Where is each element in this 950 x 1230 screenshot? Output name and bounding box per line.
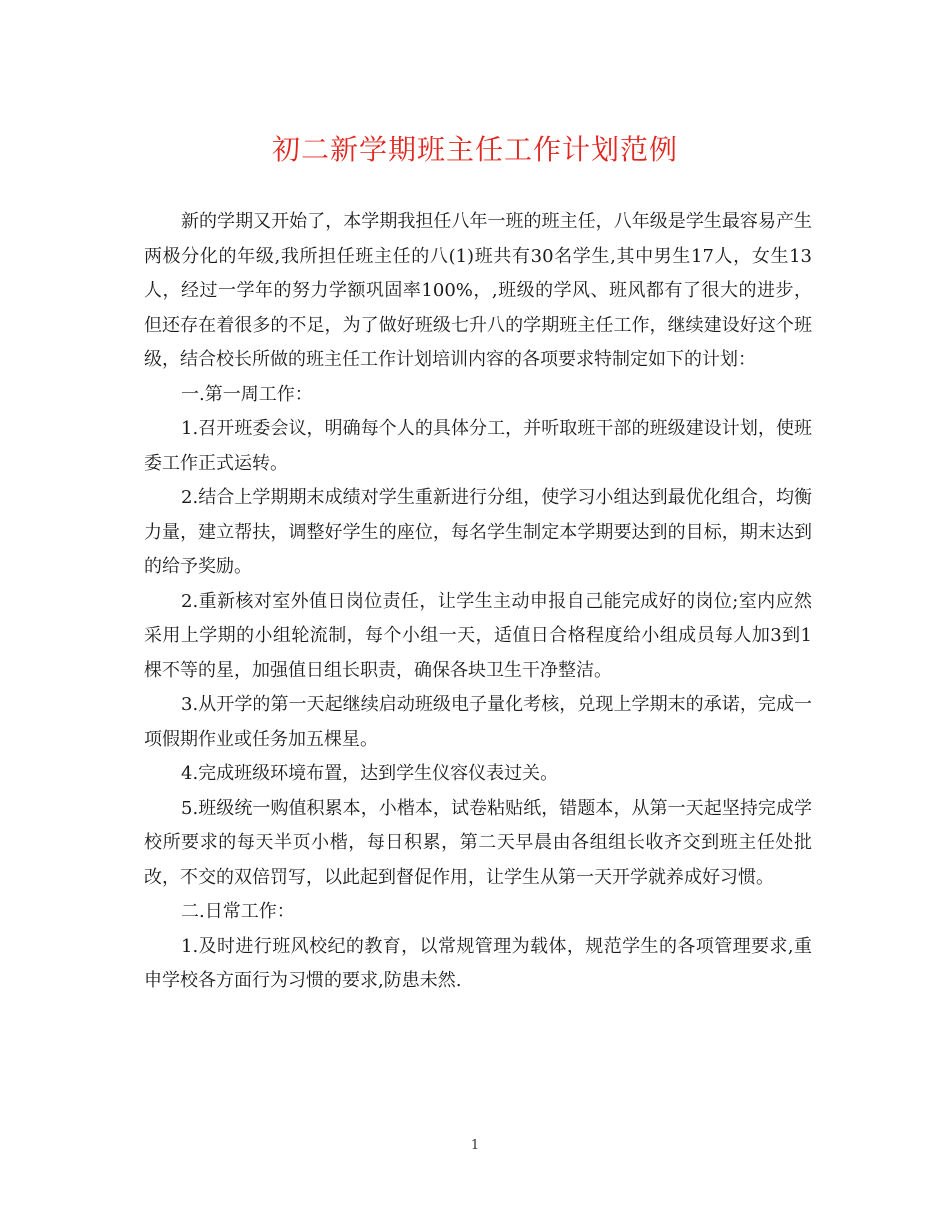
paragraph-item: 5.班级统一购值积累本，小楷本，试卷粘贴纸，错题本，从第一天起坚持完成学校所要求的每天半页小楷，每日积累，第二天早晨由各组组长收齐交到班主任处批改，不交的双倍罚写，以此起到督促作用，让学生从第一天开学就养成好习惯。	[144, 797, 812, 888]
paragraph-intro: 新的学期又开始了，本学期我担任八年一班的班主任，八年级是学生最容易产生两极分化的年级,我所担任班主任的八(1)班共有30名学生,其中男生17人，女生13人，经过一学年的努力学额巩固率100%，,班级的学风、班风都有了很大的进步，但还存在着很多的不足，为了做好班级七升八的学期班主任工作，继续建设好这个班级，结合校长所做的班主任工作计划培训内容的各项要求特制定如下的计划：	[144, 211, 812, 370]
paragraph-item: 1.及时进行班风校纪的教育，以常规管理为载体，规范学生的各项管理要求,重申学校各方面行为习惯的要求,防患未然.	[144, 935, 812, 991]
paragraph-item: 1.召开班委会议，明确每个人的具体分工，并听取班干部的班级建设计划，使班委工作正式运转。	[144, 418, 812, 474]
paragraph-item: 3.从开学的第一天起继续启动班级电子量化考核，兑现上学期末的承诺，完成一项假期作业或任务加五棵星。	[144, 694, 812, 750]
document-body	[144, 205, 812, 999]
paragraph-item: 2.结合上学期期末成绩对学生重新进行分组，使学习小组达到最优化组合，均衡力量，建立帮扶，调整好学生的座位，每名学生制定本学期要达到的目标，期末达到的给予奖励。	[144, 487, 812, 577]
section-heading-daily-work: 二.日常工作：	[181, 901, 295, 922]
paragraph-item: 2.重新核对室外值日岗位责任，让学生主动申报自己能完成好的岗位;室内应然采用上学期的小组轮流制，每个小组一天，适值日合格程度给小组成员每人加3到1棵不等的星，加强值日组长职责，确保各块卫生干净整洁。	[144, 590, 812, 681]
page-number: 1	[470, 1138, 480, 1153]
paragraph-item: 4.完成班级环境布置，达到学生仪容仪表过关。	[181, 763, 559, 784]
document-title: 初二新学期班主任工作计划范例	[271, 133, 678, 166]
section-heading-first-week: 一.第一周工作：	[181, 383, 313, 405]
